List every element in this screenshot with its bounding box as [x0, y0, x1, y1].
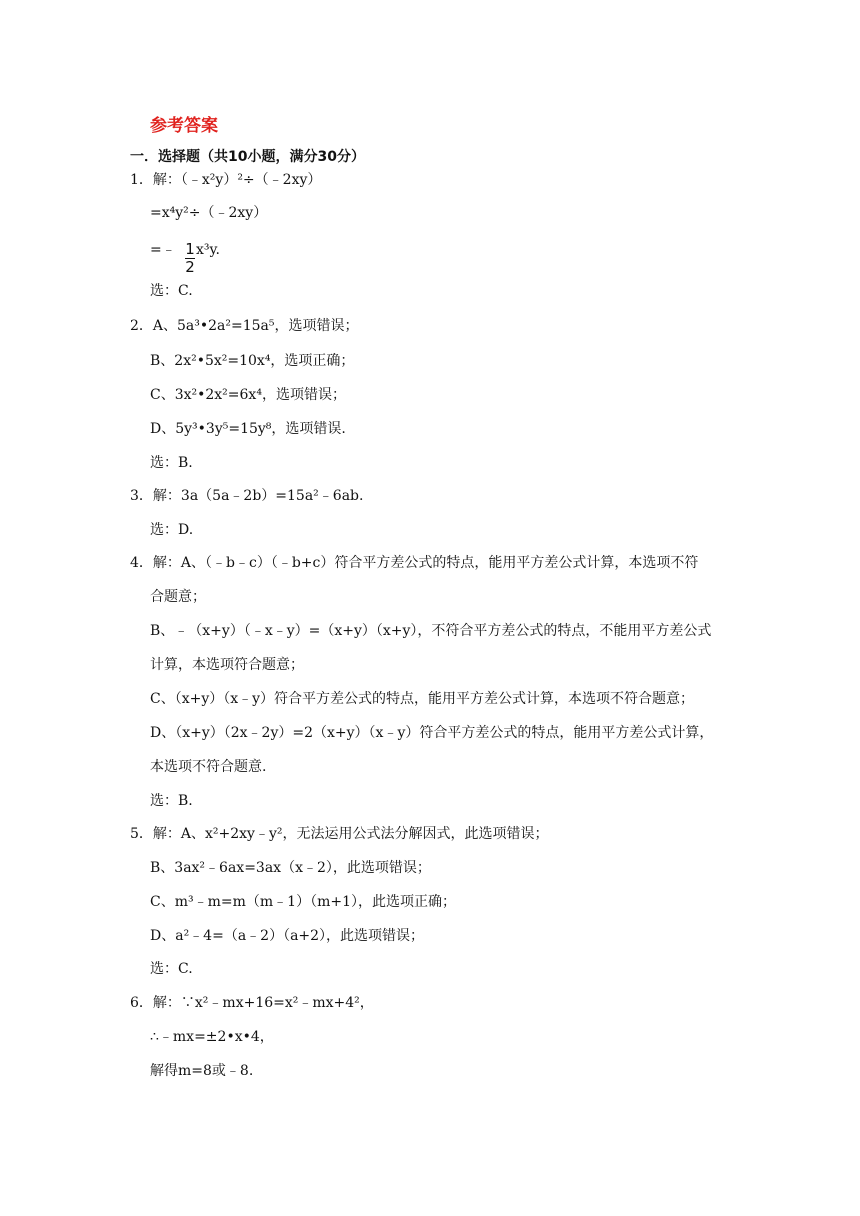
answer-line-q5-c: C、m³﹣m=m（m﹣1）（m+1），此选项正确；	[150, 894, 456, 910]
answer-line-q2-ans: 选：B.	[150, 455, 193, 471]
fraction-denominator: 2	[185, 258, 195, 276]
answer-line-q1-l3b: x³y.	[196, 242, 221, 258]
answer-line-q2-b: B、2x²•5x²=10x⁴，选项正确；	[150, 353, 355, 369]
answer-line-q3-l1: 3．解：3a（5a﹣2b）=15a²﹣6ab.	[130, 488, 364, 504]
answer-line-q1-l1: 1．解：（﹣x²y）²÷（﹣2xy）	[130, 172, 322, 188]
answer-line-q4-a2: 合题意；	[150, 589, 206, 605]
section-heading: 一．选择题（共10小题，满分30分）	[130, 149, 365, 165]
answer-line-q2-c: C、3x²•2x²=6x⁴，选项错误；	[150, 387, 346, 403]
answer-line-q2-a: 2．A、5a³•2a²=15a⁵，选项错误；	[130, 318, 359, 334]
fraction-one-half	[184, 241, 196, 276]
answer-line-q1-l2: =x⁴y²÷（﹣2xy）	[150, 205, 268, 221]
answer-line-q4-c: C、（x+y）（x﹣y）符合平方差公式的特点，能用平方差公式计算，本选项不符合题意；	[150, 691, 695, 707]
answer-line-q5-ans: 选：C.	[150, 961, 193, 977]
answer-line-q1-ans: 选：C.	[150, 283, 193, 299]
answer-line-q4-a1: 4．解：A、（﹣b﹣c）（﹣b+c）符合平方差公式的特点，能用平方差公式计算，本选项不符	[130, 555, 699, 571]
answer-line-q4-d1: D、（x+y）（2x﹣2y）=2（x+y）（x﹣y）符合平方差公式的特点，能用平方差公式计算，	[150, 725, 714, 741]
answer-line-q6-l1: 6．解：∵x²﹣mx+16=x²﹣mx+4²，	[130, 995, 374, 1011]
answer-line-q4-ans: 选：B.	[150, 793, 193, 809]
answer-line-q1-l3a: =﹣	[150, 242, 176, 258]
answer-line-q4-b2: 计算，本选项符合题意；	[150, 657, 304, 673]
answer-line-q6-l2: ∴﹣mx=±2•x•4，	[150, 1029, 274, 1045]
page-title: 参考答案	[150, 116, 218, 136]
fraction-numerator: 1	[185, 240, 195, 258]
answer-line-q5-a: 5．解：A、x²+2xy﹣y²，无法运用公式法分解因式，此选项错误；	[130, 826, 549, 842]
answer-line-q2-d: D、5y³•3y⁵=15y⁸，选项错误.	[150, 421, 346, 437]
answer-line-q4-b1: B、﹣（x+y）（﹣x﹣y）=（x+y）（x+y），不符合平方差公式的特点，不能用平方差公式	[150, 623, 712, 639]
answer-line-q5-b: B、3ax²﹣6ax=3ax（x﹣2），此选项错误；	[150, 860, 431, 876]
answer-line-q5-d: D、a²﹣4=（a﹣2）（a+2），此选项错误；	[150, 928, 425, 944]
answer-line-q4-d2: 本选项不符合题意.	[150, 759, 267, 775]
answer-line-q3-ans: 选：D.	[150, 522, 194, 538]
answer-line-q6-l3: 解得m=8或﹣8.	[150, 1063, 254, 1079]
